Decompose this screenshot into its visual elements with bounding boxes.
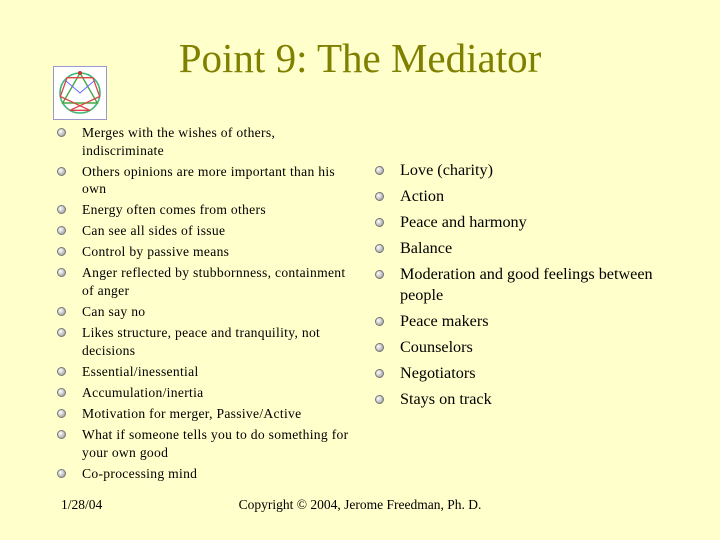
bullet-icon [57,167,66,176]
list-item-text: Merges with the wishes of others, indiscriminate [82,125,276,158]
bullet-icon [57,388,66,397]
bullet-icon [375,343,384,352]
list-item-text: Moderation and good feelings between people [400,264,653,305]
right-list-item [372,238,672,260]
right-list-item [372,212,672,234]
right-bullet-list [372,160,672,415]
right-list-item [372,264,672,307]
list-item-text: Negotiators [400,363,476,382]
bullet-icon [57,226,66,235]
left-list-item [54,324,354,359]
bullet-icon [57,205,66,214]
left-list-item [54,303,354,321]
bullet-icon [57,367,66,376]
list-item-text: Counselors [400,337,473,356]
list-item-text: What if someone tells you to do something for your own good [82,427,349,460]
left-list-item [54,163,354,198]
bullet-icon [57,409,66,418]
enneagram-logo [53,66,107,120]
footer-date: 1/28/04 [61,497,103,512]
left-list-item [54,243,354,261]
bullet-icon [57,128,66,137]
list-item-text: Action [400,186,445,205]
list-item-text: Love (charity) [400,161,494,179]
bullet-icon [57,469,66,478]
list-item-text: Energy often comes from others [82,202,266,218]
list-item-text: Balance [400,238,453,257]
bullet-icon [375,270,384,279]
enneagram-symbol-icon [54,67,106,119]
list-item-text: Accumulation/inertia [82,384,204,400]
bullet-icon [57,307,66,316]
slide-title: Point 9: The Mediator [178,35,542,81]
left-list-item [54,124,354,159]
left-bullet-list [54,124,354,486]
bullet-icon [57,328,66,337]
bullet-icon [375,244,384,253]
bullet-icon [57,268,66,277]
right-list-item [372,160,672,182]
bullet-icon [375,395,384,404]
right-list-item [372,337,672,359]
left-list-item [54,363,354,381]
list-item-text: Anger reflected by stubbornness, containment of anger [82,265,346,298]
bullet-icon [57,430,66,439]
bullet-icon [375,317,384,326]
left-list-item [54,201,354,219]
left-list-item [54,465,354,483]
left-list-item [54,405,354,423]
list-item-text: Can see all sides of issue [82,223,226,239]
list-item-text: Stays on track [400,389,492,408]
left-list-item [54,264,354,299]
list-item-text: Peace and harmony [400,212,527,231]
list-item-text: Peace makers [400,311,489,330]
list-item-text: Essential/inessential [82,363,199,379]
bullet-icon [375,166,384,175]
right-list-item [372,186,672,208]
list-item-text: Co-processing mind [82,465,198,481]
list-item-text: Can say no [82,304,146,320]
footer-copyright: Copyright © 2004, Jerome Freedman, Ph. D. [238,497,482,512]
bullet-icon [375,192,384,201]
list-item-text: Likes structure, peace and tranquility, not decisions [82,325,321,358]
bullet-icon [375,218,384,227]
right-list-item [372,389,672,411]
right-list-item [372,311,672,333]
list-item-text: Motivation for merger, Passive/Active [82,405,302,421]
bullet-icon [57,247,66,256]
list-item-text: Others opinions are more important than his own [82,163,336,197]
left-list-item [54,384,354,402]
right-list-item [372,363,672,385]
left-list-item [54,426,354,461]
bullet-icon [375,369,384,378]
left-list-item [54,222,354,240]
list-item-text: Control by passive means [82,244,230,260]
